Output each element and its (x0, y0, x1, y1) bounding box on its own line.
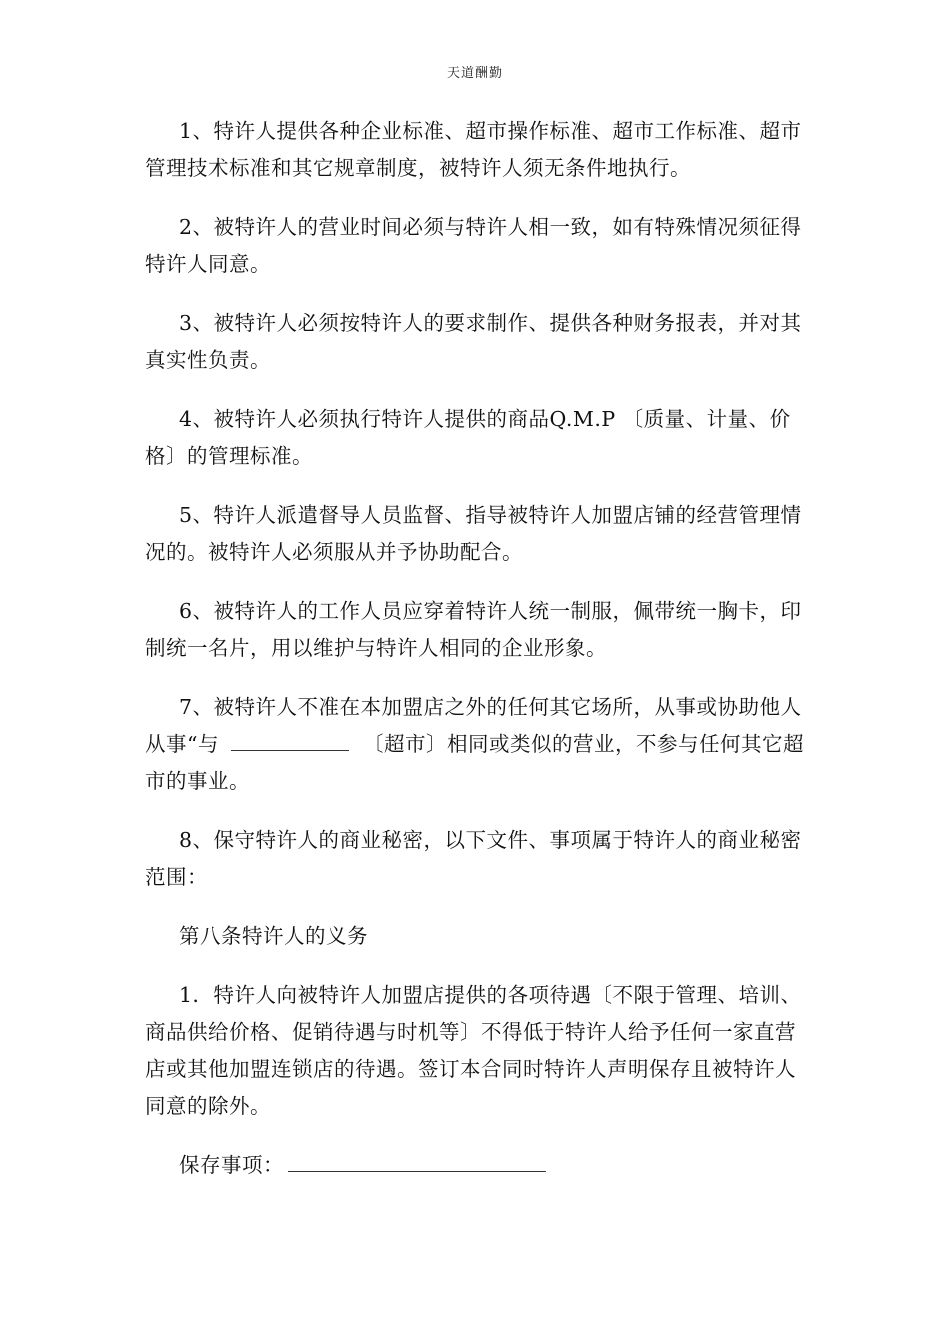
clause-3: 3、被特许人必须按特许人的要求制作、提供各种财务报表，并对其真实性负责。 (145, 311, 802, 372)
reserve-items (145, 1147, 810, 1184)
obligation-1: 1．特许人向被特许人加盟店提供的各项待遇〔不限于管理、培训、商品供给价格、促销待遇与时机等〕不得低于特许人给予任何一家直营店或其他加盟连锁店的待遇。签订本合同时特许人声明保存且被特许人同意的除外。 (145, 983, 802, 1118)
document-body (145, 113, 810, 1206)
clause-8: 8、保守特许人的商业秘密，以下文件、事项属于特许人的商业秘密范围： (145, 828, 802, 889)
clause-4: 4、被特许人必须执行特许人提供的商品Q.M.P 〔质量、计量、价格〕的管理标准。 (145, 407, 791, 468)
clause-7-after: 〔超市〕相同或类似的营业，不参与任何其它超市的事业。 (145, 732, 804, 793)
clause-7 (145, 689, 810, 800)
brand-blank-line (231, 728, 349, 751)
clause-2: 2、被特许人的营业时间必须与特许人相一致，如有特殊情况须征得特许人同意。 (145, 215, 802, 276)
clause-1: 1、特许人提供各种企业标准、超市操作标准、超市工作标准、超市管理技术标准和其它规章制度，被特许人须无条件地执行。 (145, 119, 802, 180)
reserve-blank-line (288, 1149, 546, 1172)
page-header: 天道酬勤 (446, 66, 503, 81)
clause-6: 6、被特许人的工作人员应穿着特许人统一制服，佩带统一胸卡，印制统一名片，用以维护与特许人相同的企业形象。 (145, 599, 802, 660)
clause-5: 5、特许人派遣督导人员监督、指导被特许人加盟店铺的经营管理情况的。被特许人必须服从并予协助配合。 (145, 503, 802, 564)
clause-7-before: 7、被特许人不准在本加盟店之外的任何其它场所，从事或协助他人从事“与 (145, 695, 802, 756)
reserve-label: 保存事项： (179, 1153, 284, 1177)
section-title: 第八条特许人的义务 (179, 924, 368, 948)
